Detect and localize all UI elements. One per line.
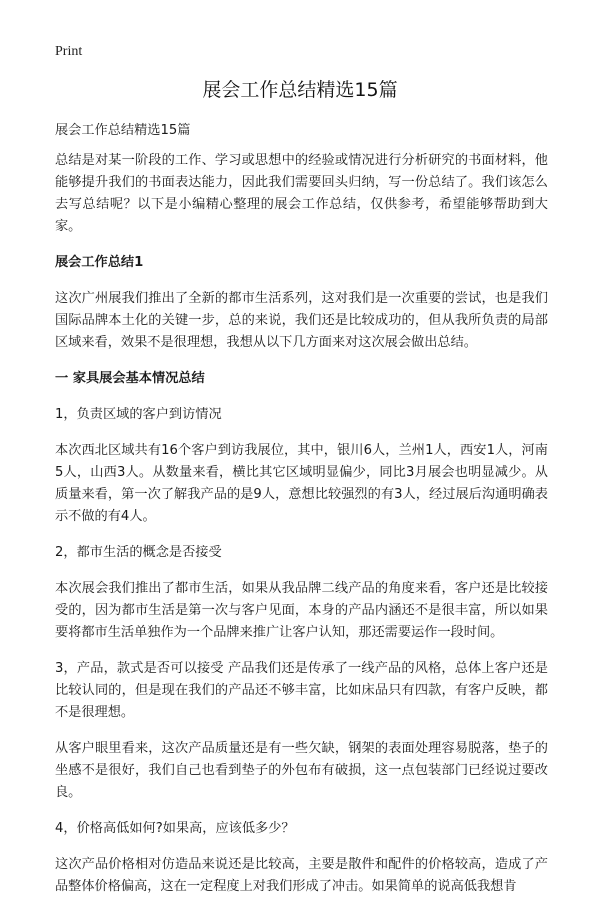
paragraph: 这次广州展我们推出了全新的都市生活系列，这对我们是一次重要的尝试，也是我们国际品牌本土化的关键一步，总的来说，我们还是比较成功的，但从我所负责的局部区域来看，效果不是很理想，我想从以下几方面来对这次展会做出总结。: [55, 291, 548, 350]
paragraph: 本次展会我们推出了都市生活，如果从我品牌二线产品的角度来看，客户还是比较接受的，因为都市生活是第一次与客户见面，本身的产品内涵还不是很丰富，所以如果要将都市生活单独作为一个品牌来推广让客户认知，那还需要运作一段时间。: [55, 581, 548, 640]
document-body: [55, 120, 548, 912]
list-item-label: 4，价格高低如何?如果高，应该低多少？: [55, 821, 295, 836]
paragraph: 这次产品价格相对仿造品来说还是比较高，主要是散件和配件的价格较高，造成了产品整体价格偏高，这在一定程度上对我们形成了冲击。如果简单的说高低我想肯: [55, 857, 548, 894]
paragraph: 从客户眼里看来，这次产品质量还是有一些欠缺，钢架的表面处理容易脱落，垫子的坐感不是很好，我们自己也看到垫子的外包布有破损，这一点包装部门已经说过要改良。: [55, 741, 548, 800]
paragraph: 本次西北区域共有16个客户到访我展位，其中，银川6人，兰州1人，西安1人，河南5人，山西3人。从数量来看，横比其它区域明显偏少，同比3月展会也明显减少。从质量来看，第一次了解我产品的是9人，意想比较强烈的有3人，经过展后沟通明确表示不做的有4人。: [55, 443, 548, 524]
paragraph: 3，产品，款式是否可以接受 产品我们还是传承了一线产品的风格，总体上客户还是比较认同的，但是现在我们的产品还不够丰富，比如床品只有四款，有客户反映，都不是很理想。: [55, 661, 548, 720]
list-item-label: 2，都市生活的概念是否接受: [55, 545, 222, 560]
document-title: 展会工作总结精选15篇: [202, 79, 398, 101]
print-link[interactable]: Print: [55, 44, 83, 59]
subsection-heading: 一 家具展会基本情况总结: [55, 371, 205, 386]
list-item-label: 1，负责区域的客户到访情况: [55, 407, 222, 422]
document-subtitle: 展会工作总结精选15篇: [55, 123, 191, 138]
section-heading: 展会工作总结1: [55, 255, 144, 270]
intro-paragraph: 总结是对某一阶段的工作、学习或思想中的经验或情况进行分析研究的书面材料，他能够提升我们的书面表达能力，因此我们需要回头归纳，写一份总结了。我们该怎么去写总结呢？以下是小编精心整理的展会工作总结，仅供参考，希望能够帮助到大家。: [55, 153, 548, 234]
